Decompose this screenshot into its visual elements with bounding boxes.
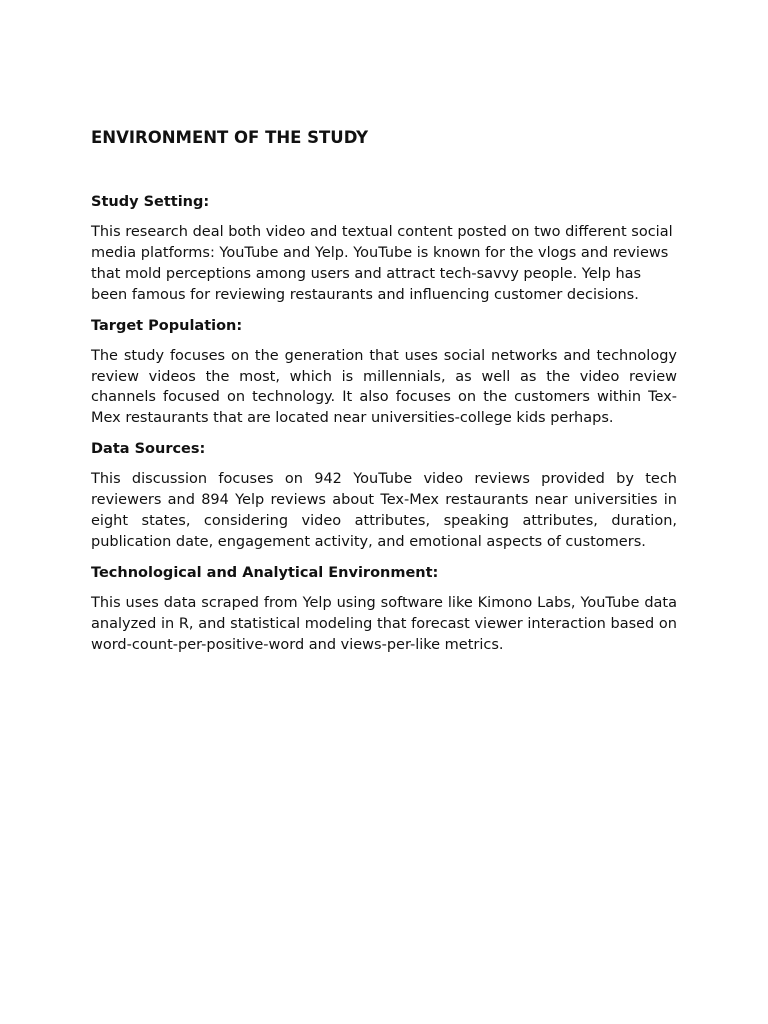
- section-study-setting: [91, 192, 677, 306]
- section-body: The study focuses on the generation that uses social networks and technology review videos the most, which is millennials, as well as the video review channels focused on technology. It also focuses on the customers within Tex-Mex restaurants that are located near universities-college kids perhaps.: [91, 347, 677, 427]
- document-title: ENVIRONMENT OF THE STUDY: [91, 128, 369, 147]
- section-heading: Study Setting:: [91, 194, 210, 210]
- section-heading: Target Population:: [91, 317, 243, 334]
- section-heading: Data Sources:: [91, 441, 206, 458]
- section-body: This research deal both video and textual content posted on two different social media platforms: YouTube and Yelp. YouTube is known for the vlogs and reviews that mold perceptions among users and attract tech-savvy people. Yelp has been famous for reviewing restaurants and influencing customer decisions.: [91, 224, 673, 303]
- section-target-population: [91, 316, 677, 430]
- document-content: [91, 126, 677, 666]
- section-heading: Technological and Analytical Environment:: [91, 564, 439, 581]
- section-technological-environment: [91, 563, 677, 656]
- section-data-sources: [91, 439, 677, 553]
- section-body: This discussion focuses on 942 YouTube video reviews provided by tech reviewers and 894 Yelp reviews about Tex-Mex restaurants near universities in eight states, considering video attributes, speaking attributes, duration, publication date, engagement activity, and emotional aspects of customers.: [91, 471, 677, 550]
- section-body: This uses data scraped from Yelp using software like Kimono Labs, YouTube data analyzed in R, and statistical modeling that forecast viewer interaction based on word-count-per-positive-word and views-per-like metrics.: [91, 594, 677, 653]
